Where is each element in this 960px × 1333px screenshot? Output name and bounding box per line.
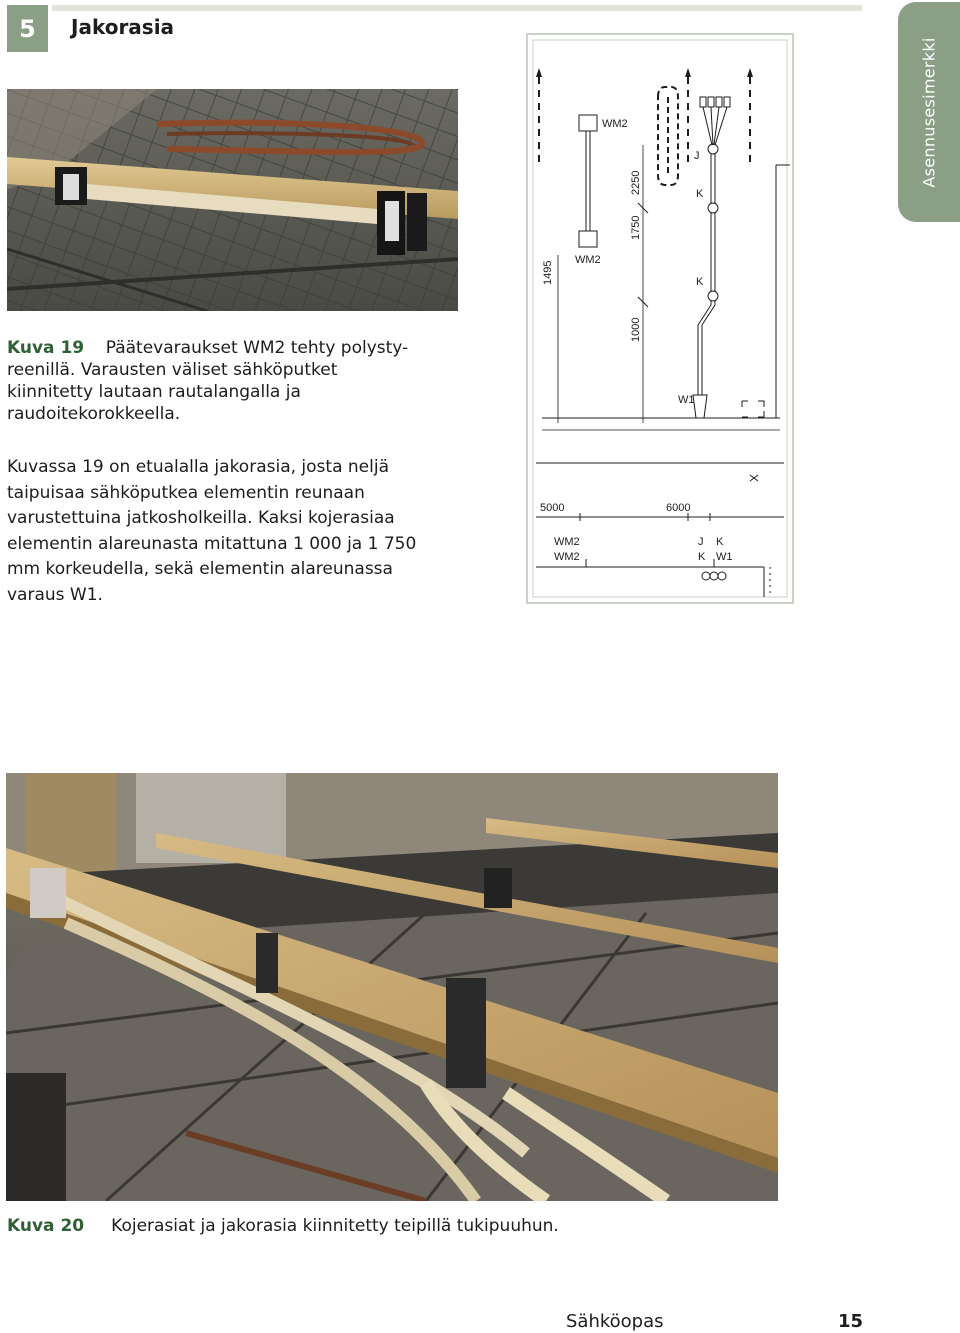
dim-1495: 1495 <box>542 260 554 285</box>
figure-19-photo <box>7 89 458 311</box>
label-k-lower: K <box>696 276 704 288</box>
label-w1: W1 <box>678 394 695 406</box>
plan-label-k-b: K <box>698 551 706 563</box>
figure-20-caption <box>7 1215 767 1237</box>
plan-label-j: J <box>698 536 704 548</box>
dim-1750: 1750 <box>630 215 642 240</box>
wiring-diagram <box>526 33 794 604</box>
label-k-upper: K <box>696 188 704 200</box>
figure-20-photo <box>6 773 778 1201</box>
figure-19-label: Kuva 19 <box>7 338 85 358</box>
body-paragraph: Kuvassa 19 on etualalla jakorasia, josta neljä taipuisaa sähköputkea elementin reunaan varustettuina jatkosholkeilla. Kaksi kojerasiaa elementin alareunasta mitattuna 1 000 ja 1 750 mm korkeudella, sekä elementin alareunassa varaus W1. <box>7 457 417 605</box>
plan-label-w1: W1 <box>716 551 733 563</box>
plan-label-wm2-b: WM2 <box>554 551 580 563</box>
plan-dim-5000: 5000 <box>540 502 565 514</box>
plan-label-k-a: K <box>716 536 724 548</box>
page-title: Jakorasia <box>71 15 175 39</box>
plan-dim-6000: 6000 <box>666 502 691 514</box>
figure-19-caption-line1: Päätevaraukset WM2 tehty polysty- <box>105 338 409 358</box>
figure-19-caption-rest: reenillä. Varausten väliset sähköputket kiinnitetty lautaan rautalangalla ja raudoitekorokkeella. <box>7 360 338 424</box>
side-tab <box>898 2 960 222</box>
label-j: J <box>694 150 700 162</box>
figure-20-caption-text: Kojerasiat ja jakorasia kiinnitetty teipillä tukipuuhun. <box>111 1216 559 1236</box>
side-tab-label: Asennusesimerkki <box>919 36 939 188</box>
label-wm2-bottom: WM2 <box>575 254 601 266</box>
label-wm2-top: WM2 <box>602 118 628 130</box>
figure-19-caption <box>7 337 427 425</box>
chapter-number: 5 <box>7 5 48 52</box>
dim-1000: 1000 <box>630 317 642 342</box>
footer-page-number: 15 <box>838 1311 864 1332</box>
figure-20-label: Kuva 20 <box>7 1216 85 1236</box>
dim-2250: 2250 <box>630 170 642 195</box>
footer-publication: Sähköopas <box>566 1311 664 1332</box>
plan-label-wm2-a: WM2 <box>554 536 580 548</box>
